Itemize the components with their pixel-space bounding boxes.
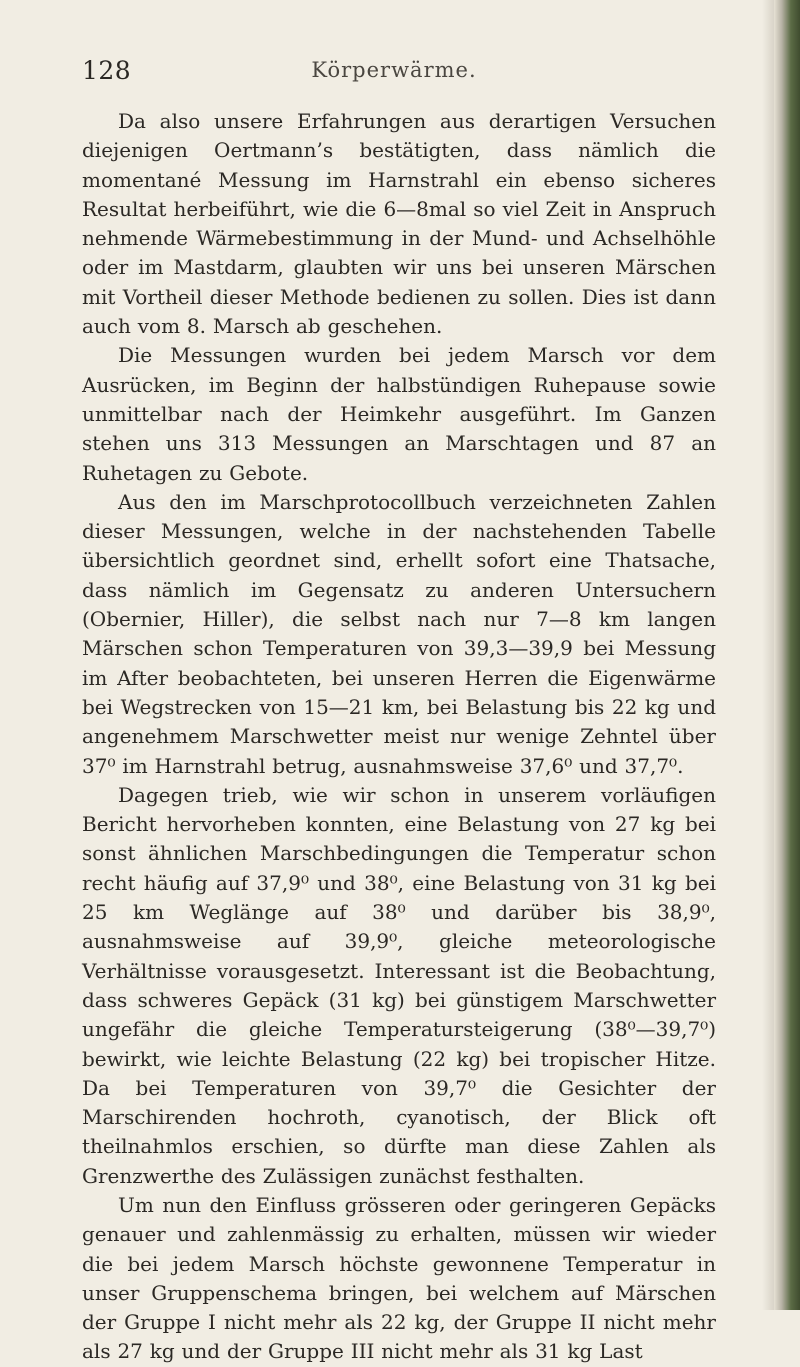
running-title: Körperwärme. — [311, 58, 477, 82]
body-text — [82, 107, 716, 1367]
paragraph-5: Um nun den Einfluss grösseren oder geringeren Gepäcks genauer und zahlenmässig zu erhalten, müssen wir wieder die bei jedem Marsch höchste gewonnene Temperatur in unser Gruppenschema bringen, bei welchem auf Märschen der Gruppe I nicht mehr als 22 kg, der Gruppe II nicht mehr als 27 kg und der Gruppe III nicht mehr als 31 kg Last — [82, 1192, 716, 1364]
paragraph-2: Die Messungen wurden bei jedem Marsch vor dem Ausrücken, im Beginn der halbstündigen Ruhepause sowie unmittelbar nach der Heimkehr ausgeführt. Im Ganzen stehen uns 313 Messungen an Marschtagen und 87 an Ruhetagen zu Gebote. — [82, 343, 716, 485]
paragraph-1: Da also unsere Erfahrungen aus derartigen Versuchen diejenigen Oertmann’s bestätigten, dass nämlich die momentané Messung im Harnstrahl ein ebenso sicheres Resultat herbeiführt, wie die 6—8mal so viel Zeit in Anspruch nehmende Wärmebestimmung in der Mund- und Achselhöhle oder im Mastdarm, glaubten wir uns bei unseren Märschen mit Vortheil dieser Methode bedienen zu sollen. Dies ist dann auch vom 8. Marsch ab geschehen. — [82, 109, 716, 339]
paragraph-4: Dagegen trieb, wie wir schon in unserem vorläufigen Bericht hervorheben konnten, eine Belastung von 27 kg bei sonst ähnlichen Marschbedingungen die Temperatur schon recht häufig auf 37,9⁰ und 38⁰, eine Belastung von 31 kg bei 25 km Weglänge auf 38⁰ und darüber bis 38,9⁰, ausnahmsweise auf 39,9⁰, gleiche meteorologische Verhältnisse vorausgesetzt. Interessant ist die Beobachtung, dass schweres Gepäck (31 kg) bei günstigem Marschwetter ungefähr die gleiche Temperatursteigerung (38⁰—39,7⁰) bewirkt, wie leichte Belastung (22 kg) bei tropischer Hitze. Da bei Temperaturen von 39,7⁰ die Gesichter der Marschirenden hochroth, cyanotisch, der Blick oft theilnahmlos erschien, so dürfte man diese Zahlen als Grenzwerthe des Zulässigen zunächst festhalten. — [82, 782, 716, 1188]
page-number: 128 — [82, 56, 132, 85]
page-header — [82, 56, 706, 96]
paragraph-3: Aus den im Marschprotocollbuch verzeichneten Zahlen dieser Messungen, welche in der nachstehenden Tabelle übersichtlich geordnet sind, erhellt sofort eine Thatsache, dass nämlich im Gegensatz zu anderen Untersuchern (Obernier, Hiller), die selbst nach nur 7—8 km langen Märschen schon Temperaturen von 39,3—39,9 bei Messung im After beobachteten, bei unseren Herren die Eigenwärme bei Wegstrecken von 15—21 km, bei Belastung bis 22 kg und angenehmem Marschwetter meist nur wenige Zehntel über 37⁰ im Harnstrahl betrug, ausnahmsweise 37,6⁰ und 37,7⁰. — [82, 489, 716, 778]
page-gutter-shadow — [762, 0, 774, 1310]
book-edge — [774, 0, 800, 1310]
